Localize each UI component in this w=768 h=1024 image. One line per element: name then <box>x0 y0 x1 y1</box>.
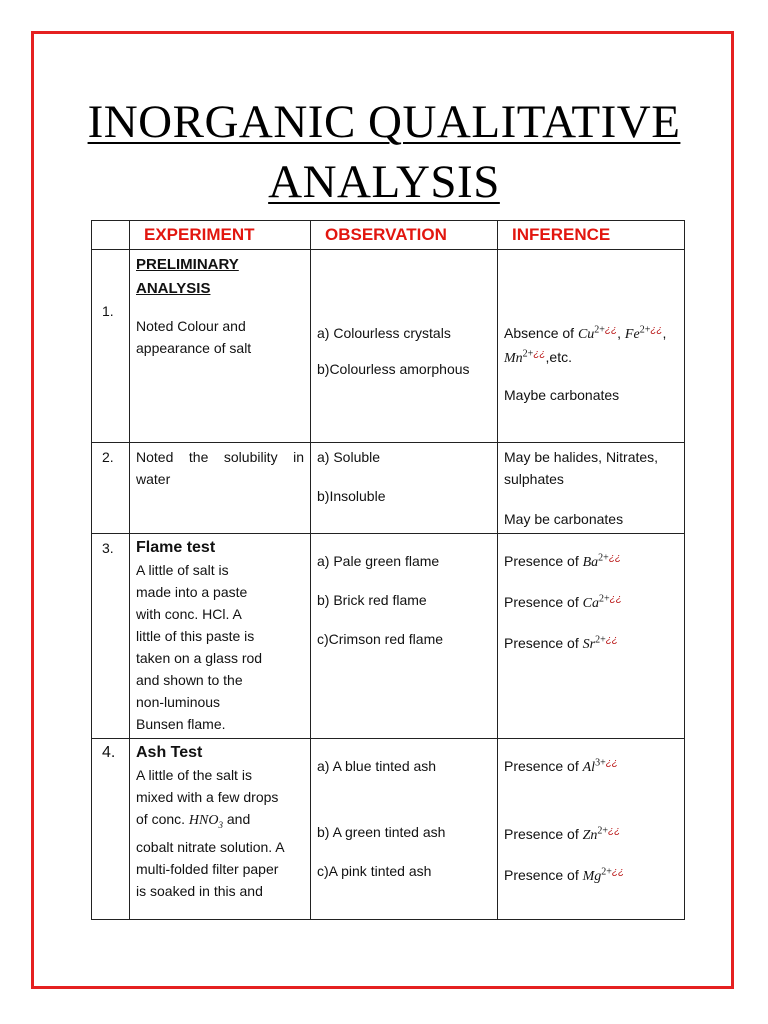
ion-artifact: ¿¿ <box>611 866 625 878</box>
observation-b: b) A green tinted ash <box>317 824 446 840</box>
ion-charge: 2+ <box>594 324 605 336</box>
inference-b: Presence of $Zn^{2+¿¿}$ <box>504 825 621 843</box>
row-number: 3. <box>92 534 130 739</box>
table-header-row <box>92 221 685 250</box>
page-title-line2: ANALYSIS <box>268 156 500 208</box>
ion-artifact: ¿¿ <box>650 324 663 336</box>
row-heading: Ash Test <box>136 744 203 761</box>
inference-b: Presence of $Ca^{2+¿¿}$ <box>504 593 622 611</box>
ion-charge: 2+ <box>522 348 534 360</box>
inference-a: Absence of $Cu^{2+¿¿}$, $Fe^{2+¿¿}$, $Mn^{2+¿¿},etc$. <box>504 324 667 366</box>
row-number: 4. <box>92 739 130 920</box>
ion-charge: 2+ <box>639 324 651 336</box>
experiment-text: A little of salt is made into a paste with conc. HCl. A little of this paste is taken on a glass rod and shown to the non-luminous Bunsen flame. <box>136 562 263 732</box>
ion-charge: 2+ <box>598 552 609 564</box>
row-number: 1. <box>92 250 130 443</box>
observation-cell <box>311 443 498 534</box>
inference-cell <box>498 534 685 739</box>
ion-artifact: ¿¿ <box>609 593 622 605</box>
ion-charge: 2+ <box>601 866 612 878</box>
ion-symbol: Ca <box>582 596 599 611</box>
observation-c: c)Crimson red flame <box>317 631 444 647</box>
ion-artifact: ¿¿ <box>608 552 622 564</box>
ion-charge: 3+ <box>595 757 606 769</box>
ion-artifact: ¿¿ <box>605 757 618 769</box>
table-row <box>92 739 685 920</box>
observation-c: c)A pink tinted ash <box>317 863 432 879</box>
header-number <box>92 221 130 250</box>
ion-symbol: Cu <box>577 327 595 342</box>
inference-cell <box>498 250 685 443</box>
observation-cell <box>311 250 498 443</box>
experiment-cell <box>130 534 311 739</box>
inference-b: Maybe carbonates <box>504 387 620 403</box>
ion-symbol: Ba <box>582 555 599 570</box>
header-experiment: EXPERIMENT <box>130 221 311 250</box>
inference-b: May be carbonates <box>504 511 624 527</box>
inference-a: May be halides, Nitrates, sulphates <box>504 449 659 487</box>
inference-cell <box>498 739 685 920</box>
ion-artifact: ¿¿ <box>533 348 546 360</box>
ion-symbol: Zn <box>582 828 598 843</box>
experiment-cell <box>130 250 311 443</box>
header-observation: OBSERVATION <box>311 221 498 250</box>
observation-a: a) A blue tinted ash <box>317 758 437 774</box>
inference-text: Absence of <box>504 325 578 341</box>
table-row <box>92 443 685 534</box>
header-inference: INFERENCE <box>498 221 685 250</box>
experiment-cell <box>130 739 311 920</box>
formula: $HNO_3$ <box>188 813 223 830</box>
ion-artifact: ¿¿ <box>604 324 618 336</box>
inference-a: Presence of $Ba^{2+¿¿}$ <box>504 552 622 570</box>
observation-a: a) Colourless crystals <box>317 325 451 341</box>
row-number: 2. <box>92 443 130 534</box>
ion-artifact: ¿¿ <box>608 825 621 837</box>
inference-c: Presence of $Mg^{2+¿¿}$ <box>504 866 625 884</box>
inference-text: ,etc. <box>545 349 572 365</box>
inference-a: Presence of $Al^{3+¿¿}$ <box>504 757 618 775</box>
observation-b: b)Insoluble <box>317 488 386 504</box>
ion-artifact: ¿¿ <box>605 634 618 646</box>
row-heading: Flame test <box>136 539 216 556</box>
observation-b: b)Colourless amorphous <box>317 361 470 377</box>
experiment-text: Noted Colour and appearance of salt <box>136 318 252 356</box>
ion-symbol: Mn <box>504 351 523 366</box>
inference-c: Presence of $Sr^{2+¿¿}$ <box>504 634 618 652</box>
inference-cell <box>498 443 685 534</box>
page-title-line1: INORGANIC QUALITATIVE <box>87 96 681 148</box>
table-row <box>92 534 685 739</box>
observation-cell <box>311 534 498 739</box>
ion-charge: 2+ <box>598 593 610 605</box>
observation-a: a) Soluble <box>317 449 381 465</box>
ion-symbol: Mg <box>582 869 602 884</box>
observation-cell <box>311 739 498 920</box>
table-row <box>92 250 685 443</box>
ion-charge: 2+ <box>597 825 609 837</box>
ion-symbol: Al <box>582 760 596 775</box>
analysis-table <box>91 220 685 920</box>
ion-symbol: Fe <box>624 327 640 342</box>
row-heading: PRELIMINARY <box>136 256 239 273</box>
observation-b: b) Brick red flame <box>317 592 427 608</box>
ion-symbol: Sr <box>582 637 596 652</box>
observation-a: a) Pale green flame <box>317 553 440 569</box>
experiment-text: A little of the salt is mixed with a few drops of conc. $HNO_3$ and cobalt nitrate solution. A multi-folded filter paper is soaked in this and <box>136 767 284 899</box>
row-heading: ANALYSIS <box>136 280 211 297</box>
ion-charge: 2+ <box>595 634 606 646</box>
experiment-text: Noted the solubility in water <box>130 443 311 534</box>
